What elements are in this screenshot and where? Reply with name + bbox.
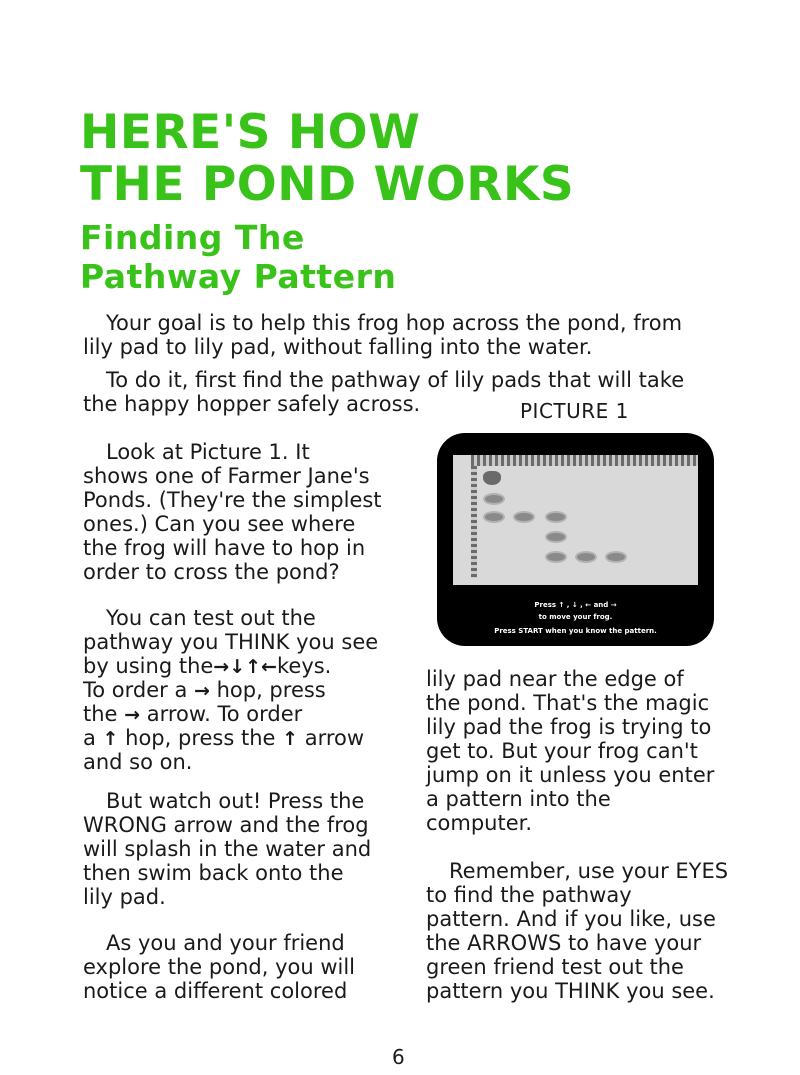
body-line: and so on. xyxy=(83,750,193,774)
body-text: arrow. To order xyxy=(140,702,303,726)
body-text: keys. xyxy=(276,654,332,678)
body-line: WRONG arrow and the frog xyxy=(83,813,369,837)
body-line: Look at Picture 1. It xyxy=(106,440,310,464)
lily-pad xyxy=(547,553,565,561)
body-line: then swim back onto the xyxy=(83,861,344,885)
screen-instruction: Press ↑ , ↓ , ← and → xyxy=(534,601,617,609)
body-line: to find the pathway xyxy=(426,883,632,907)
body-line: a pattern into the xyxy=(426,787,611,811)
body-line xyxy=(83,726,364,751)
body-line: green friend test out the xyxy=(426,955,684,979)
picture-label: PICTURE 1 xyxy=(520,399,629,423)
body-line: You can test out the xyxy=(106,606,316,630)
up-arrow-icon: ↑ xyxy=(102,728,119,750)
body-line: lily pad. xyxy=(83,885,166,909)
body-line: order to cross the pond? xyxy=(83,560,340,584)
body-line: Remember, use your EYES xyxy=(449,859,729,883)
subtitle-line-2: Pathway Pattern xyxy=(80,257,397,296)
game-screenshot xyxy=(437,433,714,646)
intro-line: Your goal is to help this frog hop across the pond, from xyxy=(106,311,683,335)
arrow-keys-icon: →↓↑← xyxy=(213,656,277,678)
body-text: the xyxy=(83,702,125,726)
body-line: get to. But your frog can't xyxy=(426,739,698,763)
lily-pad xyxy=(607,553,625,561)
body-text: hop, press xyxy=(209,678,326,702)
up-arrow-icon: ↑ xyxy=(282,728,299,750)
page-number: 6 xyxy=(392,1045,405,1069)
lily-pad xyxy=(577,553,595,561)
body-line: explore the pond, you will xyxy=(83,955,356,979)
subtitle-line-1: Finding The xyxy=(80,218,305,257)
intro-line: the happy hopper safely across. xyxy=(83,392,421,416)
right-arrow-icon: → xyxy=(194,680,210,702)
pond-area xyxy=(453,455,698,585)
lily-pad xyxy=(515,513,533,521)
body-line: Ponds. (They're the simplest xyxy=(83,488,382,512)
body-line: shows one of Farmer Jane's xyxy=(83,464,370,488)
lily-pad xyxy=(547,513,565,521)
body-line xyxy=(83,702,302,727)
pond-left-shore xyxy=(471,466,477,578)
body-line: computer. xyxy=(426,811,533,835)
body-line: notice a different colored xyxy=(83,979,348,1003)
body-text: by using the xyxy=(83,654,214,678)
body-line: the pond. That's the magic xyxy=(426,691,710,715)
pond-top-shore xyxy=(471,455,698,466)
frog-icon xyxy=(483,471,501,485)
body-line: pathway you THINK you see xyxy=(83,630,379,654)
right-arrow-icon: → xyxy=(124,704,141,726)
intro-line: To do it, first find the pathway of lily pads that will take xyxy=(106,368,685,392)
body-line xyxy=(83,654,331,679)
body-text: a xyxy=(83,726,103,750)
body-line: ones.) Can you see where xyxy=(83,512,356,536)
body-line: jump on it unless you enter xyxy=(426,763,715,787)
page-title-line-2: THE POND WORKS xyxy=(80,157,575,212)
body-line: will splash in the water and xyxy=(83,837,372,861)
body-line: lily pad near the edge of xyxy=(426,667,684,691)
body-line: As you and your friend xyxy=(106,931,345,955)
body-line: the frog will have to hop in xyxy=(83,536,366,560)
body-line: the ARROWS to have your xyxy=(426,931,702,955)
page-title-line-1: HERE'S HOW xyxy=(80,105,421,160)
body-text: hop, press the xyxy=(118,726,283,750)
body-line xyxy=(83,678,326,703)
screen-instruction: to move your frog. xyxy=(538,613,613,621)
body-text: To order a xyxy=(83,678,194,702)
body-line: But watch out! Press the xyxy=(106,789,365,813)
lily-pad xyxy=(485,495,503,503)
body-line: pattern you THINK you see. xyxy=(426,979,715,1003)
lily-pad xyxy=(547,533,565,541)
body-line: lily pad the frog is trying to xyxy=(426,715,712,739)
lily-pad xyxy=(485,513,503,521)
intro-line: lily pad to lily pad, without falling into the water. xyxy=(83,335,593,359)
body-line: pattern. And if you like, use xyxy=(426,907,716,931)
body-text: arrow xyxy=(298,726,365,750)
screen-instruction: Press START when you know the pattern. xyxy=(494,627,657,635)
